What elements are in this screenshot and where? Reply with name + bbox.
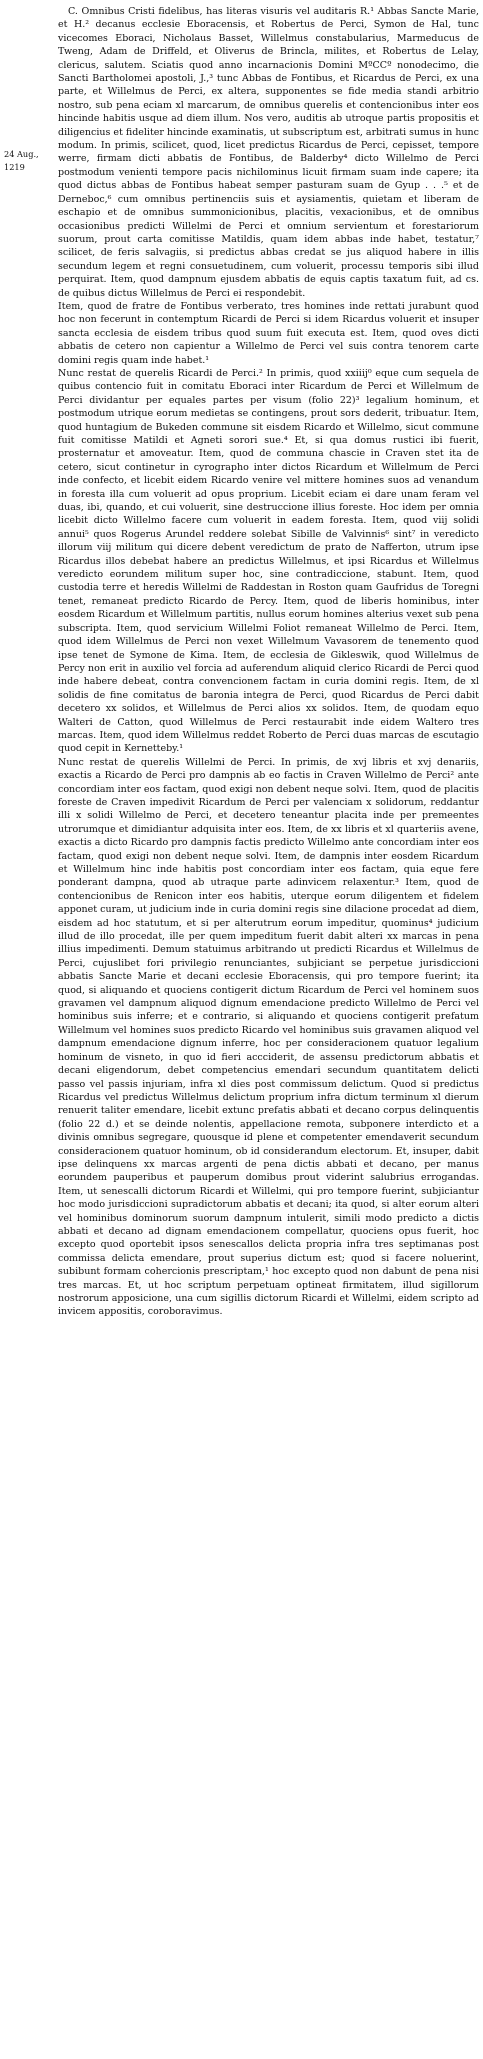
text-column [58,5,479,1319]
paragraph-fountains-items: Item, quod de fratre de Fontibus verberato, tres homines inde rettati jurabunt quod hoc non fecerunt in contemptum Ricardi de Perci si idem Ricardus voluerit et insuper sancta ecclesia de eisdem tribus quod suum fuit executa est. Item, quod oves dicti abbatis de cetero non capientur a Willelmo de Perci vel suis contra tenorem carte domini regis quam inde habet.¹ [58,300,479,366]
paragraph-richard-complaints: Nunc restat de querelis Ricardi de Perci.² In primis, quod xxiiij⁰ eque cum sequela de quibus contencio fuit in comitatu Eboraci inter Ricardum de Perci et Willelmum de Perci dividantur per equales partes per visum (folio 22)³ legalium hominum, et postmodum utrique eorum medietas se contingens, prout sors dederit, tribuatur. Item, quod huntagium de Bukeden commune sit eisdem Ricardo et Willelmo, sicut commune fuit comitisse Matildi et Agneti sorori sue.⁴ Et, si qua domus rustici ibi fuerit, prosternatur et amoveatur. Item, quod de communa chascie in Craven stet ita de cetero, sicut continetur in cyrographo inter dictos Ricardum et Willelmum de Perci inde confecto, et licebit eidem Ricardo venire vel mittere homines suos ad venandum in foresta illa cum voluerit ad opus proprium. Licebit eciam ei dare unam feram vel duas, ibi, quando, et cui voluerit, sine destruccione illius foreste. Hoc idem per omnia licebit dicto Willelmo facere cum voluerit in eadem foresta. Item, quod viij solidi annui⁵ quos Rogerus Arundel reddere solebat Sibille de Valvinnis⁶ sint⁷ in veredicto illorum viij militum qui dicere debent veredictum de prato de Nafferton, utrum ipse Ricardus illos debebat habere an predictus Willelmus, et ipsi Ricardus et Willelmus veredicto eorundem militum super hoc, sine contradiccione, stabunt. Item, quod custodia terre et heredis Willelmi de Raddestan in Roston quam Gaufridus de Toregni tenet, remaneat predicto Ricardo de Percy. Item, quod de liberis hominibus, inter eosdem Ricardum et Willelmum partitis, nullus eorum homines alterius vexet sub pena subscripta. Item, quod servicium Willelmi Foliot remaneat Willelmo de Perci. Item, quod idem Willelmus de Perci non vexet Willelmum Vavasorem de tenemento quod ipse tenet de Symone de Kima. Item, de ecclesia de Gikleswik, quod Willelmus de Percy non erit in auxilio vel forcia ad auferendum aliquid clerico Ricardi de Perci quod inde habere debeat, contra convencionem factam in curia domini regis. Item, de xl solidis de fine comitatus de baronia integra de Perci, quod Ricardus de Perci dabit decetero xx solidos, et Willelmus de Perci alios xx solidos. Item, de quodam equo Walteri de Catton, quod Willelmus de Perci restaurabit inde eidem Waltero tres marcas. Item, quod idem Willelmus reddet Roberto de Perci duas marcas de escutagio quod cepit in Kernetteby.¹ [58,367,479,755]
paragraph-william-complaints: Nunc restat de querelis Willelmi de Perci. In primis, de xvj libris et xvj denariis, exactis a Ricardo de Perci pro dampnis ab eo factis in Craven Willelmo de Perci² ante concordiam inter eos factam, quod exigi non debent neque solvi. Item, quod de placitis foreste de Craven impedivit Ricardum de Perci per valenciam x solidorum, reddantur illi x solidi Willelmo de Perci, et decetero teneantur placita inde per premeentes utrorumque et dimidiantur adquisita inter eos. Item, de xx libris et xl quarteriis avene, exactis a dicto Ricardo pro dampnis factis predicto Willelmo ante concordiam inter eos factam, quod exigi non debent neque solvi. Item, de dampnis inter eosdem Ricardum et Willelmum hinc inde habitis post concordiam inter eos factam, quia eque fere ponderant dampna, quod ab utraque parte adinvicem relaxentur.³ Item, quod de contencionibus de Renicon inter eos habitis, uterque eorum diligentem et fidelem apponet curam, ut judicium inde in curia domini regis sine dilacione procedat ad diem, eisdem ad hoc statutum, et si per alterutrum eorum impeditur, quominus⁴ judicium illud de illo procedat, ille per quem impeditum fuerit dabit alteri xx marcas in pena illius impedimenti. Demum statuimus arbitrando ut predicti Ricardus et Willelmus de Perci, cujuslibet fori privilegio renunciantes, subjiciant se perpetue jurisdiccioni abbatis Sancte Marie et decani ecclesie Eboracensis, qui pro tempore fuerint; ita quod, si aliquando et quociens contigerit dictum Ricardum de Perci vel hominem suos gravamen vel dampnum aliquod dignum emendacione predicto Willelmo de Perci vel hominibus suis inferre; et e contrario, si aliquando et quociens contigerit prefatum Willelmum vel homines suos predicto Ricardo vel hominibus suis gravamen aliquod vel dampnum emendacione dignum inferre, hoc per consideracionem quatuor legalium hominum de visneto, in quo id fieri accciderit, de assensu predictorum abbatis et decani eligendorum, debet competencius emendari secundum quantitatem delicti passo vel passis injuriam, infra xl dies post commissum delictum. Quod si predictus Ricardus vel predictus Willelmus delictum proprium infra dictum terminum xl dierum renuerit taliter emendare, licebit extunc prefatis abbati et decano corpus delinquentis (folio 22 d.) et se deinde nolentis, appellacione remota, subponere interdicto et a divinis omnibus segregare, quousque id plene et competenter emendaverit secundum consideracionem quatuor hominum, ob id considerandum electorum. Et, insuper, dabit ipse delinquens xx marcas argenti de pena dictis abbati et decano, per manus eorundem pauperibus et pauperum domibus prout viderint salubrius errogandas. Item, ut senescalli dictorum Ricardi et Willelmi, qui pro tempore fuerint, subjiciantur hoc modo jurisdiccioni supradictorum abbatis et decani; ita quod, si alter eorum alteri vel hominibus dominorum suorum dampnum intulerit, simili modo predicto a dictis abbati et decano ad dignam emendacionem compellatur, quociens opus fuerit, hoc excepto quod oportebit ipsos senescallos delicta propria infra tres septimanas post commissa delicta emendare, prout superius dictum est; quod si facere noluerint, subibunt formam cohercionis prescriptam,¹ hoc excepto quod non dabunt de pena nisi tres marcas. Et, ut hoc scriptum perpetuam optineat firmitatem, illud sigillorum nostrorum apposicione, una cum sigillis dictorum Ricardi et Willelmi, eidem scripto ad invicem appositis, coroboravimus. [58,756,479,1318]
margin-date-note: 24 Aug., 1219 [4,149,39,173]
paragraph-arbitration-opening: C. Omnibus Cristi fidelibus, has literas visuris vel auditaris R.¹ Abbas Sancte Marie, et H.² decanus ecclesie Eboracensis, et Robertus de Perci, Symon de Hal, tunc vicecomes Eboraci, Nicholaus Basset, Willelmus constabularius, Marmeducus de Tweng, Adam de Driffeld, et Oliverus de Brincla, milites, et Robertus de Lelay, clericus, salutem. Sciatis quod anno incarnacionis Domini MºCCº nonodecimo, die Sancti Bartholomei apostoli, J.,³ tunc Abbas de Fontibus, et Ricardus de Perci, ex una parte, et Willelmus de Perci, ex altera, supponentes se fide media standi arbitrio nostro, sub pena eciam xl marcarum, de omnibus querelis et contencionibus inter eos hincinde habitis usque ad diem illum. Nos vero, auditis ab utroque partis propositis et diligencius et fideliter hincinde examinatis, ut subscriptum est, arbitrati sumus in hunc modum. In primis, scilicet, quod, licet predictus Ricardus de Perci, cepisset, tempore werre, firmam dicti abbatis de Fontibus, de Balderby⁴ dicto Willelmo de Perci postmodum venienti tempore pacis nichilominus licuit firmam suam inde capere; ita quod dictus abbas de Fontibus habeat semper pasturam suam de Gyup . . .⁵ et de Derneboc,⁶ cum omnibus pertinenciis suis et aysiamentis, quietam et liberam de eschapio et de omnibus summonicionibus, placitis, vexacionibus, et de omnibus occasionibus predicti Willelmi de Perci et omnium servientum et forestariorum suorum, prout carta comitisse Matildis, quam idem abbas inde habet, testatur,⁷ scilicet, de feris salvagiis, si predictus abbas credat se jus aliquod habere in illis secundum legem et regni consuetudinem, cum voluerit, processu temporis sibi illud perquirat. Item, quod dampnum ejusdem abbatis de equis captis taxatum fuit, ad cs. de quibus dictus Willelmus de Perci ei respondebit. [58,6,479,299]
